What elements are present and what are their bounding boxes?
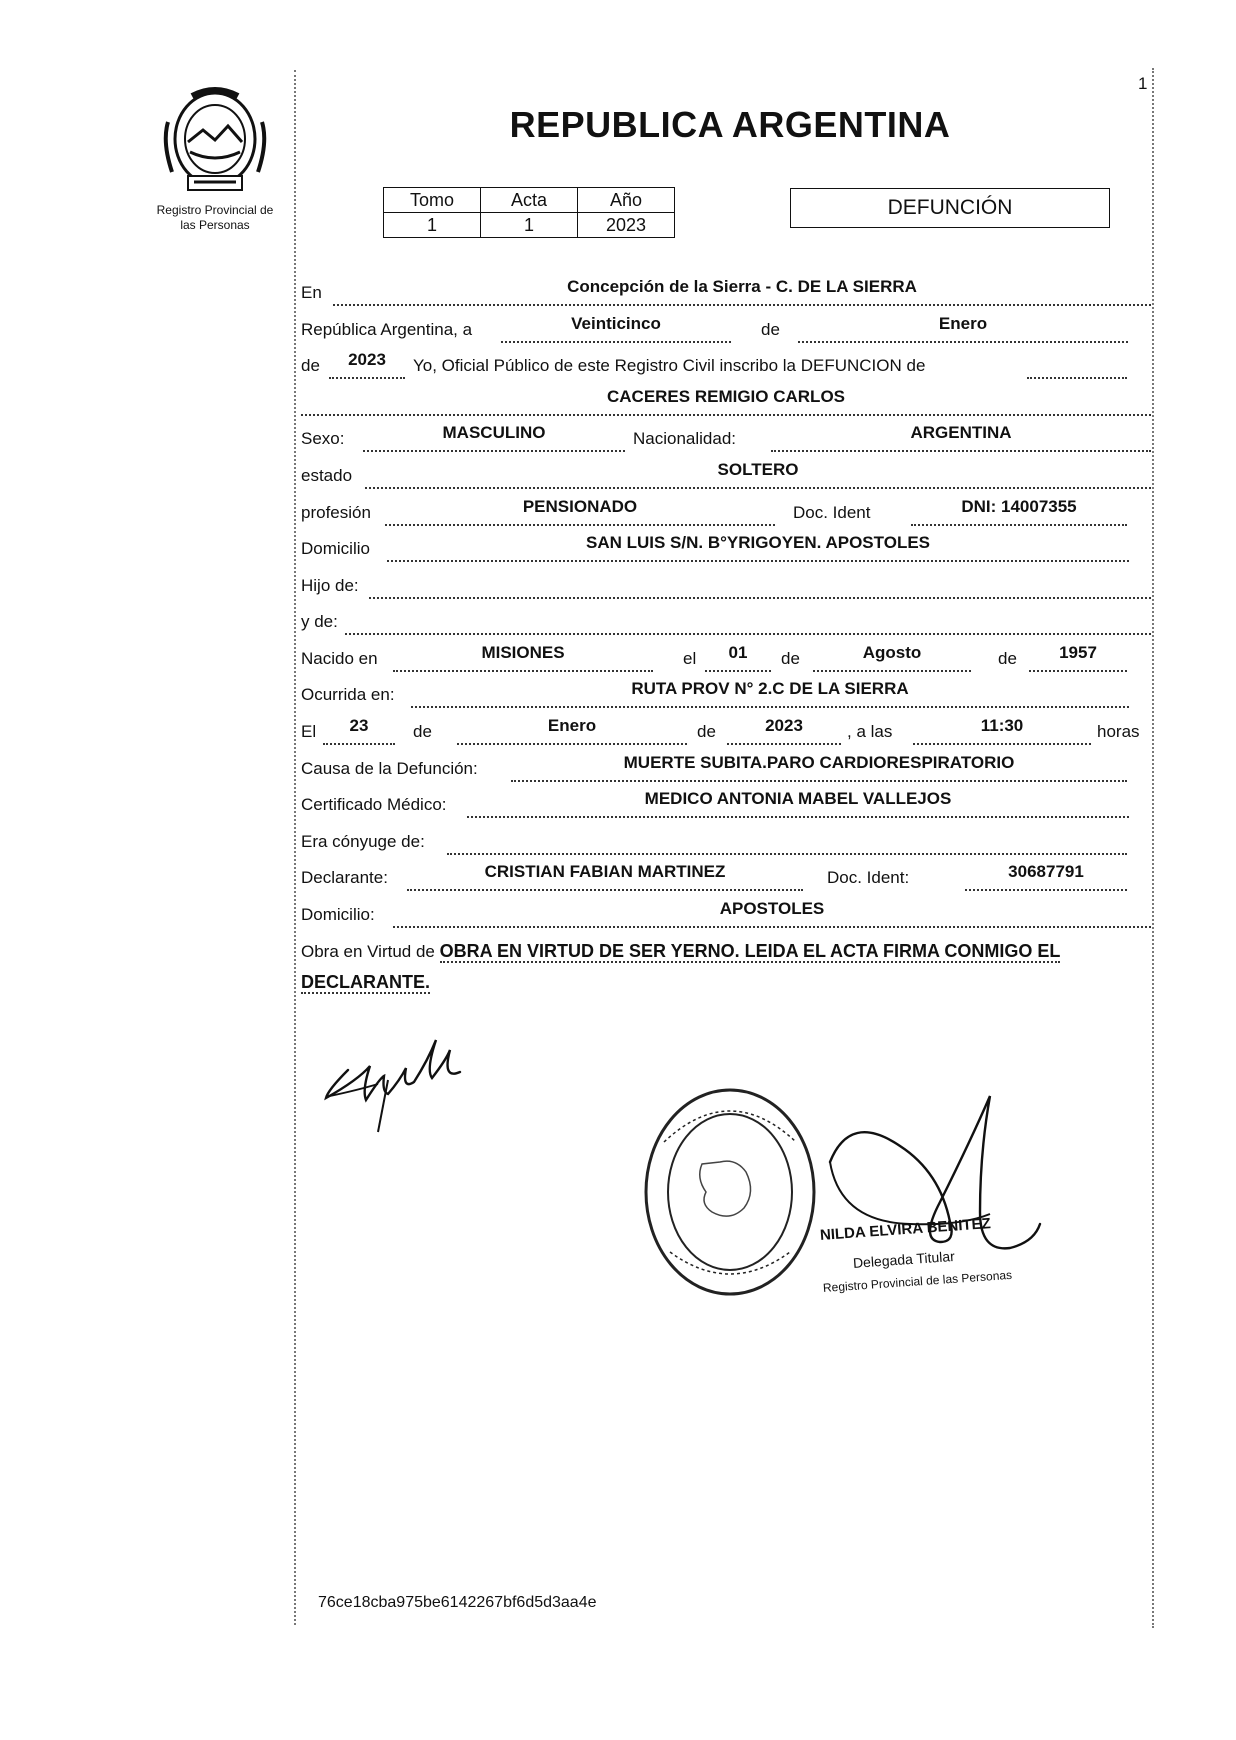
value-conyuge bbox=[447, 823, 1127, 855]
label-de-nac-mes: de bbox=[781, 649, 800, 668]
label-declarante: Declarante: bbox=[301, 868, 388, 887]
value-nacido-anio: 1957 bbox=[1029, 640, 1127, 672]
page-number: 1 bbox=[1138, 74, 1148, 93]
label-yde: y de: bbox=[301, 612, 338, 631]
label-yo: Yo, Oficial Público de este Registro Civil inscribo la DEFUNCION de bbox=[413, 356, 926, 375]
label-de-def-anio: de bbox=[697, 722, 716, 741]
value-acta: 1 bbox=[481, 213, 578, 238]
value-domicilio: SAN LUIS S/N. B°YRIGOYEN. APOSTOLES bbox=[387, 530, 1129, 562]
value-nacionalidad: ARGENTINA bbox=[771, 420, 1151, 452]
label-doc-ident: Doc. Ident bbox=[793, 503, 871, 522]
row-en bbox=[301, 272, 1151, 306]
value-obra: OBRA EN VIRTUD DE SER YERNO. LEIDA EL ACTA FIRMA CONMIGO EL DECLARANTE. bbox=[301, 941, 1061, 992]
official-registry: Registro Provincial de las Personas bbox=[822, 1267, 1013, 1295]
value-declarante: CRISTIAN FABIAN MARTINEZ bbox=[407, 859, 803, 891]
record-table bbox=[383, 187, 675, 238]
left-margin-line bbox=[294, 70, 296, 1625]
label-hijo: Hijo de: bbox=[301, 576, 359, 595]
row-domicilio-declarante bbox=[301, 894, 1151, 928]
row-declarante bbox=[301, 857, 1151, 891]
row-year bbox=[301, 345, 1151, 379]
value-domicilio-declarante: APOSTOLES bbox=[393, 896, 1151, 928]
row-sexo bbox=[301, 418, 1151, 452]
label-causa: Causa de la Defunción: bbox=[301, 759, 478, 778]
row-estado bbox=[301, 455, 1151, 489]
row-date bbox=[301, 309, 1151, 343]
header-acta: Acta bbox=[481, 188, 578, 213]
label-horas: horas bbox=[1097, 722, 1140, 741]
label-certificado: Certificado Médico: bbox=[301, 795, 447, 814]
row-conyuge bbox=[301, 821, 1151, 855]
value-doc-ident-declarante: 30687791 bbox=[965, 859, 1127, 891]
label-republica: República Argentina, a bbox=[301, 320, 473, 339]
header-anio: Año bbox=[578, 188, 675, 213]
registry-caption: Registro Provincial de las Personas bbox=[156, 203, 274, 232]
label-nacionalidad: Nacionalidad: bbox=[633, 429, 737, 448]
value-def-hora: 11:30 bbox=[913, 713, 1091, 745]
label-obra: Obra en Virtud de bbox=[301, 942, 435, 961]
value-nacido-dia: 01 bbox=[705, 640, 771, 672]
label-conyuge: Era cónyuge de: bbox=[301, 832, 425, 851]
label-doc-ident-declarante: Doc. Ident: bbox=[827, 868, 910, 887]
label-ocurrida: Ocurrida en: bbox=[301, 685, 395, 704]
label-de-def-mes: de bbox=[413, 722, 432, 741]
value-hijo bbox=[369, 567, 1151, 599]
label-de-year: de bbox=[301, 356, 320, 375]
value-causa: MUERTE SUBITA.PARO CARDIORESPIRATORIO bbox=[511, 750, 1127, 782]
value-place: Concepción de la Sierra - C. DE LA SIERRA bbox=[333, 274, 1151, 306]
official-name: NILDA ELVIRA BENITEZ bbox=[819, 1215, 992, 1244]
label-en: En bbox=[301, 283, 322, 302]
label-domicilio-declarante: Domicilio: bbox=[301, 905, 375, 924]
record-type-box: DEFUNCIÓN bbox=[790, 188, 1110, 228]
document-hash: 76ce18cba975be6142267bf6d5d3aa4e bbox=[318, 1594, 597, 1611]
value-deceased-name: CACERES REMIGIO CARLOS bbox=[301, 384, 1151, 416]
value-year-tail bbox=[1027, 347, 1127, 379]
label-domicilio: Domicilio bbox=[301, 539, 370, 558]
label-estado: estado bbox=[301, 466, 353, 485]
value-doc-ident: DNI: 14007355 bbox=[911, 494, 1127, 526]
row-yde bbox=[301, 601, 1151, 635]
label-a-las: , a las bbox=[847, 722, 893, 741]
value-tomo: 1 bbox=[384, 213, 481, 238]
value-anio: 2023 bbox=[578, 213, 675, 238]
value-ocurrida: RUTA PROV N° 2.C DE LA SIERRA bbox=[411, 676, 1129, 708]
header-tomo: Tomo bbox=[384, 188, 481, 213]
label-de: de bbox=[761, 320, 780, 339]
value-def-mes: Enero bbox=[457, 713, 687, 745]
value-yde bbox=[345, 603, 1151, 635]
row-certificado bbox=[301, 784, 1151, 818]
value-def-dia: 23 bbox=[323, 713, 395, 745]
row-nacido bbox=[301, 638, 1151, 672]
label-nacido: Nacido en bbox=[301, 649, 378, 668]
provincial-logo bbox=[158, 82, 272, 196]
value-def-anio: 2023 bbox=[727, 713, 841, 745]
value-month: Enero bbox=[798, 311, 1128, 343]
row-ocurrida bbox=[301, 674, 1151, 708]
label-profesion: profesión bbox=[301, 503, 371, 522]
right-margin-line bbox=[1152, 68, 1154, 1628]
document-title: REPUBLICA ARGENTINA bbox=[509, 104, 951, 145]
value-profesion: PENSIONADO bbox=[385, 494, 775, 526]
value-year: 2023 bbox=[329, 347, 405, 379]
row-domicilio bbox=[301, 528, 1151, 562]
label-el: el bbox=[683, 649, 697, 668]
value-sexo: MASCULINO bbox=[363, 420, 625, 452]
official-role: Delegada Titular bbox=[852, 1247, 956, 1271]
value-day: Veinticinco bbox=[501, 311, 731, 343]
declarant-signature bbox=[318, 1020, 478, 1140]
row-fecha-defuncion bbox=[301, 711, 1151, 745]
row-obra bbox=[301, 936, 1151, 998]
value-nacido-lugar: MISIONES bbox=[393, 640, 653, 672]
row-profesion bbox=[301, 492, 1151, 526]
row-causa bbox=[301, 748, 1151, 782]
label-el-def: El bbox=[301, 722, 317, 741]
official-seal bbox=[640, 1082, 820, 1302]
value-certificado: MEDICO ANTONIA MABEL VALLEJOS bbox=[467, 786, 1129, 818]
row-name bbox=[301, 382, 1151, 416]
value-nacido-mes: Agosto bbox=[813, 640, 971, 672]
label-sexo: Sexo: bbox=[301, 429, 345, 448]
label-de-nac-anio: de bbox=[998, 649, 1017, 668]
row-hijo bbox=[301, 565, 1151, 599]
value-estado: SOLTERO bbox=[365, 457, 1151, 489]
